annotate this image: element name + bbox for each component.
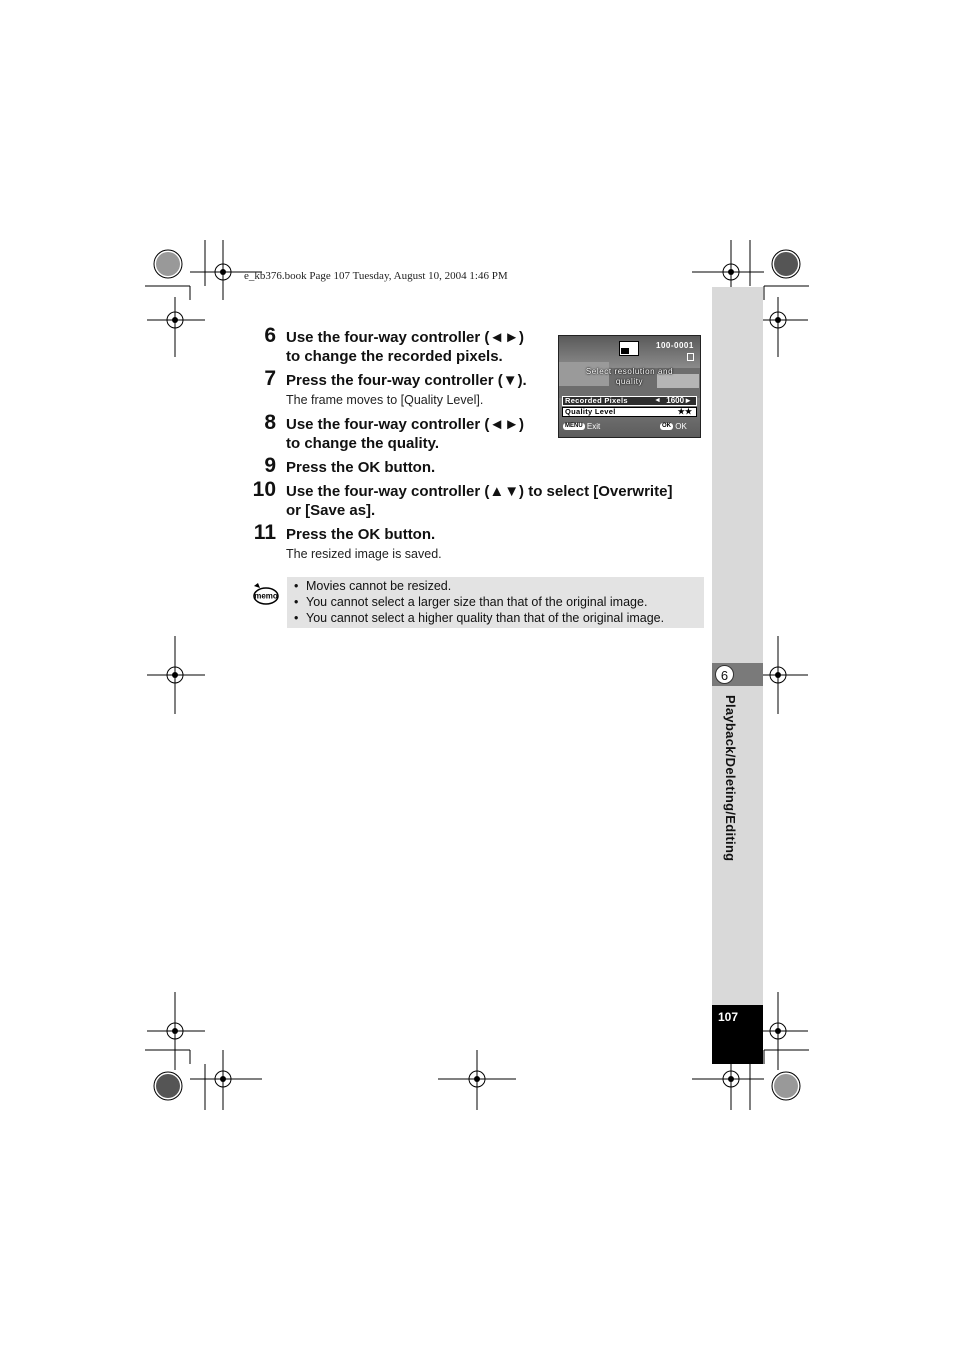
- memo-item: • Movies cannot be resized.: [294, 578, 664, 594]
- recorded-pixels-row[interactable]: [562, 396, 697, 406]
- message-line: quality: [615, 377, 644, 386]
- ok-label: OK: [675, 422, 687, 431]
- step-number: 10: [252, 478, 276, 501]
- screen-message: [559, 367, 700, 387]
- step-text: Use the four-way controller (◄►): [286, 329, 525, 346]
- memo-icon: [251, 582, 279, 606]
- file-number: 100-0001: [656, 341, 694, 350]
- step-number: 7: [264, 367, 276, 390]
- resize-icon: [619, 341, 639, 356]
- step-text: Press the four-way controller (▼).: [286, 372, 527, 389]
- ok-hint: [660, 422, 687, 432]
- exit-label: Exit: [586, 422, 601, 431]
- step-number: 8: [264, 411, 276, 434]
- step-text: Use the four-way controller (▲▼) to select [Overwrite]: [286, 483, 673, 500]
- print-header: e_kb376.book Page 107 Tuesday, August 10, 2004 1:46 PM: [244, 270, 508, 282]
- recorded-pixels-label: Recorded Pixels: [565, 396, 628, 405]
- memo-item: • You cannot select a higher quality than that of the original image.: [294, 610, 664, 626]
- step-text: to change the recorded pixels.: [286, 348, 503, 365]
- step-text: Press the OK button.: [286, 526, 436, 543]
- ok-button-icon: OK: [662, 423, 671, 430]
- memo-list: [294, 578, 664, 626]
- camera-lcd-screen: [558, 335, 701, 438]
- step-number: 6: [264, 324, 276, 347]
- quality-level-value: ★★: [677, 407, 692, 416]
- chapter-title: Playback/Deleting/Editing: [723, 695, 738, 862]
- quality-level-label: Quality Level: [565, 407, 616, 416]
- left-arrow-icon: ◄: [654, 397, 661, 404]
- recorded-pixels-value: 1600►: [666, 396, 692, 405]
- step-text: or [Save as].: [286, 502, 376, 519]
- step-note: The resized image is saved.: [286, 547, 442, 561]
- step-text: Press the OK button.: [286, 459, 436, 476]
- step-number: 11: [253, 521, 276, 544]
- protect-icon: [687, 353, 694, 361]
- step-number: 9: [264, 454, 276, 477]
- menu-button-icon: MENU: [565, 423, 583, 430]
- right-arrow-icon: ►: [684, 396, 692, 405]
- memo-icon-text: memo: [254, 591, 278, 601]
- message-line: Select resolution and: [585, 367, 674, 376]
- exit-hint: [563, 422, 600, 432]
- step-text: to change the quality.: [286, 435, 440, 452]
- page-number: 107: [718, 1010, 739, 1024]
- quality-level-row[interactable]: [562, 407, 697, 417]
- step-text: Use the four-way controller (◄►): [286, 416, 525, 433]
- step-note: The frame moves to [Quality Level].: [286, 393, 484, 407]
- memo-item: • You cannot select a larger size than that of the original image.: [294, 594, 664, 610]
- chapter-number: 6: [715, 665, 734, 684]
